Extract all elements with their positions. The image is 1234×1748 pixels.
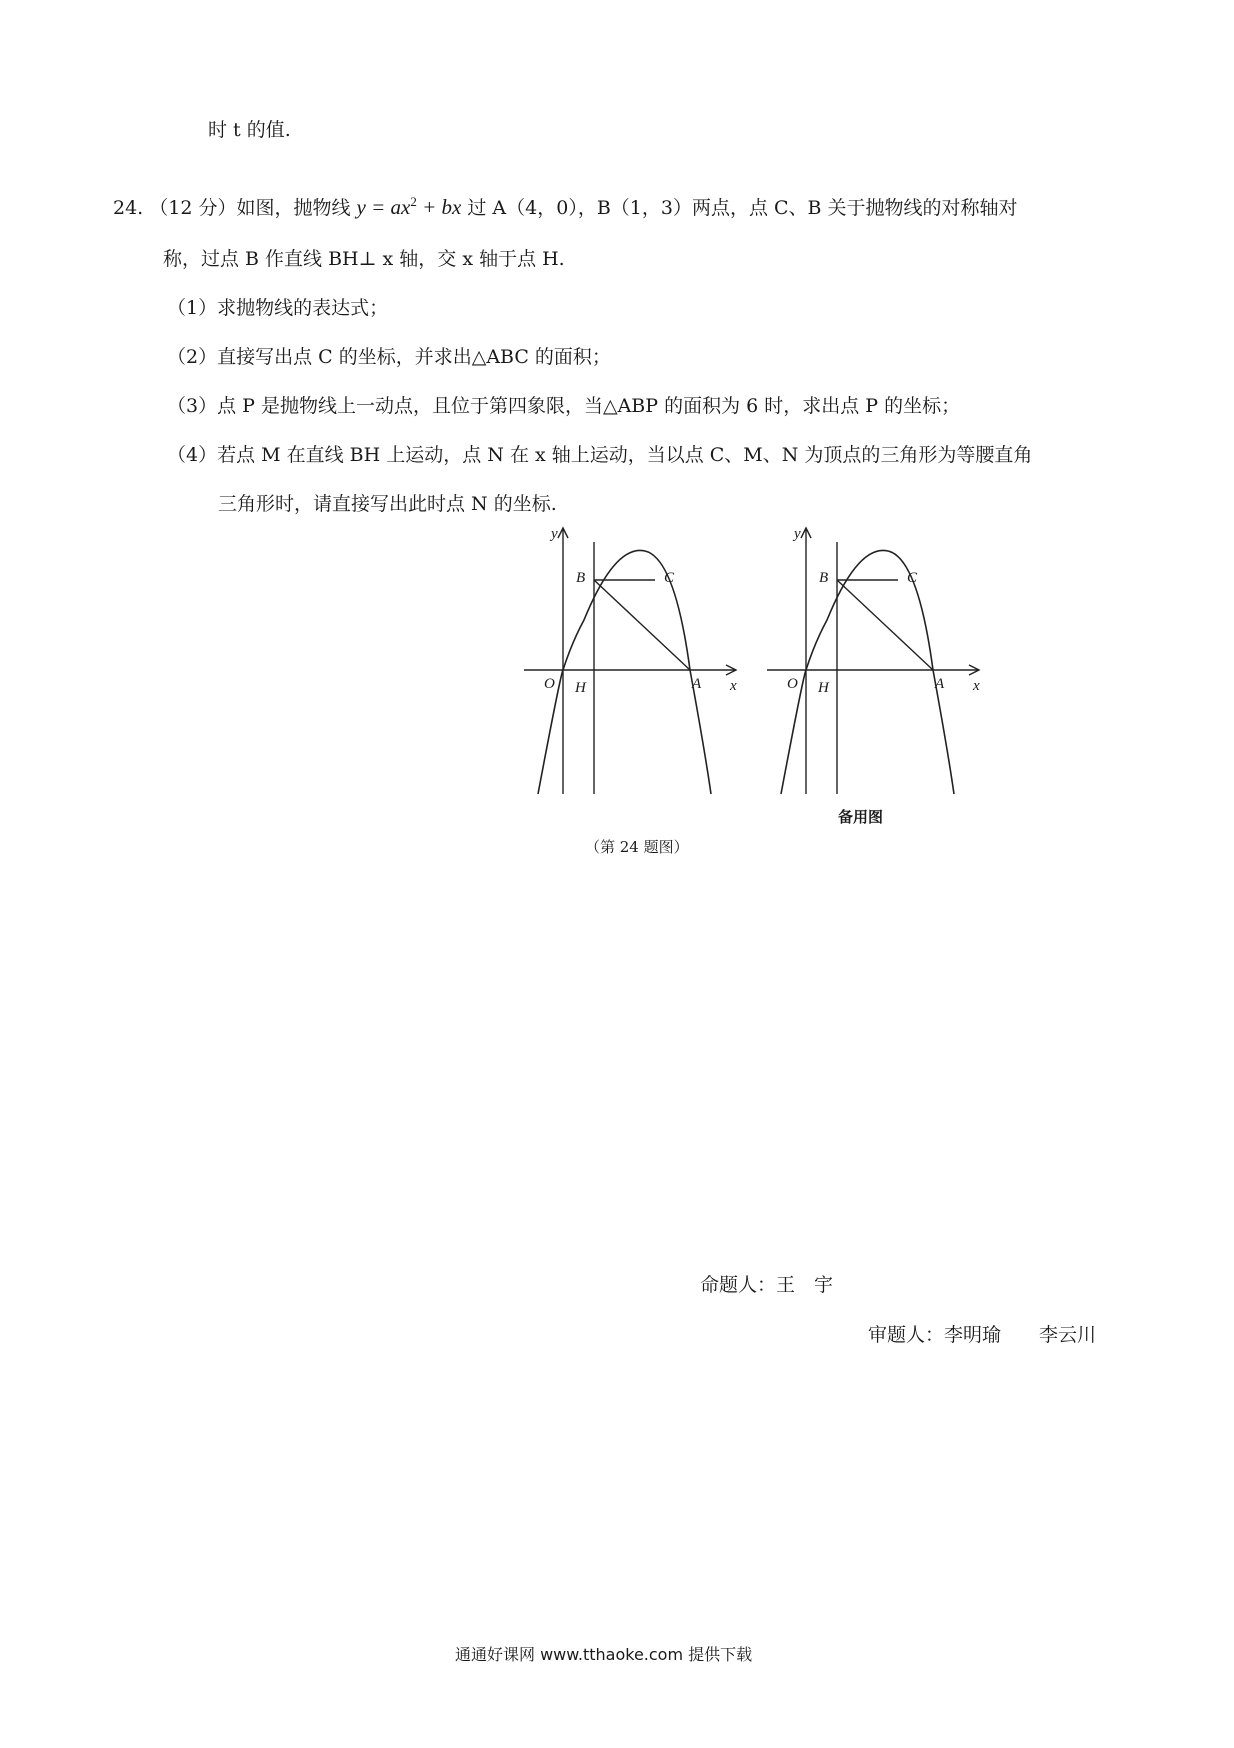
label-o: O	[544, 676, 555, 692]
spare-parabola-curve	[781, 550, 954, 794]
spare-segment-ba	[837, 580, 933, 670]
label-c: C	[664, 570, 675, 586]
spare-label-b: B	[819, 570, 829, 586]
label-h: H	[575, 680, 586, 696]
question-24-line-1-rest: 过 A（4，0），B（1，3）两点，点 C、B 关于抛物线的对称轴对	[467, 197, 1018, 219]
parabola-diagram	[520, 522, 750, 800]
question-part-4-continued: 三角形时，请直接写出此时点 N 的坐标.	[218, 493, 557, 515]
question-part-3: （3）点 P 是抛物线上一动点，且位于第四象限，当△ABP 的面积为 6 时，求出点 P 的坐标；	[167, 395, 961, 417]
question-24-line-1	[113, 190, 1018, 220]
label-x: x	[730, 678, 737, 694]
spare-label-c: C	[907, 570, 918, 586]
spare-label-y: y	[794, 526, 801, 542]
figure-caption: （第 24 题图）	[585, 838, 689, 856]
label-a: A	[692, 676, 702, 692]
parabola-equation: $y = ax^2$ + bx	[356, 194, 462, 219]
spare-label-a: A	[935, 676, 945, 692]
segment-ba	[594, 580, 690, 670]
spare-figure	[763, 522, 993, 804]
label-b: B	[576, 570, 586, 586]
parabola-curve	[538, 550, 711, 794]
question-part-4: （4）若点 M 在直线 BH 上运动，点 N 在 x 轴上运动，当以点 C、M、N 为顶点的三角形为等腰直角	[167, 444, 1033, 466]
question-24-line-2: 称，过点 B 作直线 BH⊥ x 轴，交 x 轴于点 H.	[163, 248, 565, 270]
reviewer-signature: 审题人：李明瑜 李云川	[868, 1324, 1097, 1346]
spare-figure-caption: 备用图	[838, 808, 884, 826]
question-number: 24.	[113, 197, 144, 219]
spare-label-x: x	[973, 678, 980, 694]
author-signature: 命题人：王 宇	[700, 1274, 834, 1296]
spare-label-h: H	[818, 680, 829, 696]
page-footer: 通通好课网 www.tthaoke.com 提供下载	[455, 1645, 753, 1664]
previous-question-tail: 时 t 的值.	[208, 119, 291, 141]
question-24-figure	[520, 522, 750, 804]
question-score: （12 分）如图，抛物线	[149, 197, 351, 219]
question-part-1: （1）求抛物线的表达式；	[167, 297, 389, 319]
question-part-2: （2）直接写出点 C 的坐标，并求出△ABC 的面积；	[167, 346, 611, 368]
label-y: y	[551, 526, 558, 542]
spare-label-o: O	[787, 676, 798, 692]
spare-parabola-diagram	[763, 522, 993, 800]
